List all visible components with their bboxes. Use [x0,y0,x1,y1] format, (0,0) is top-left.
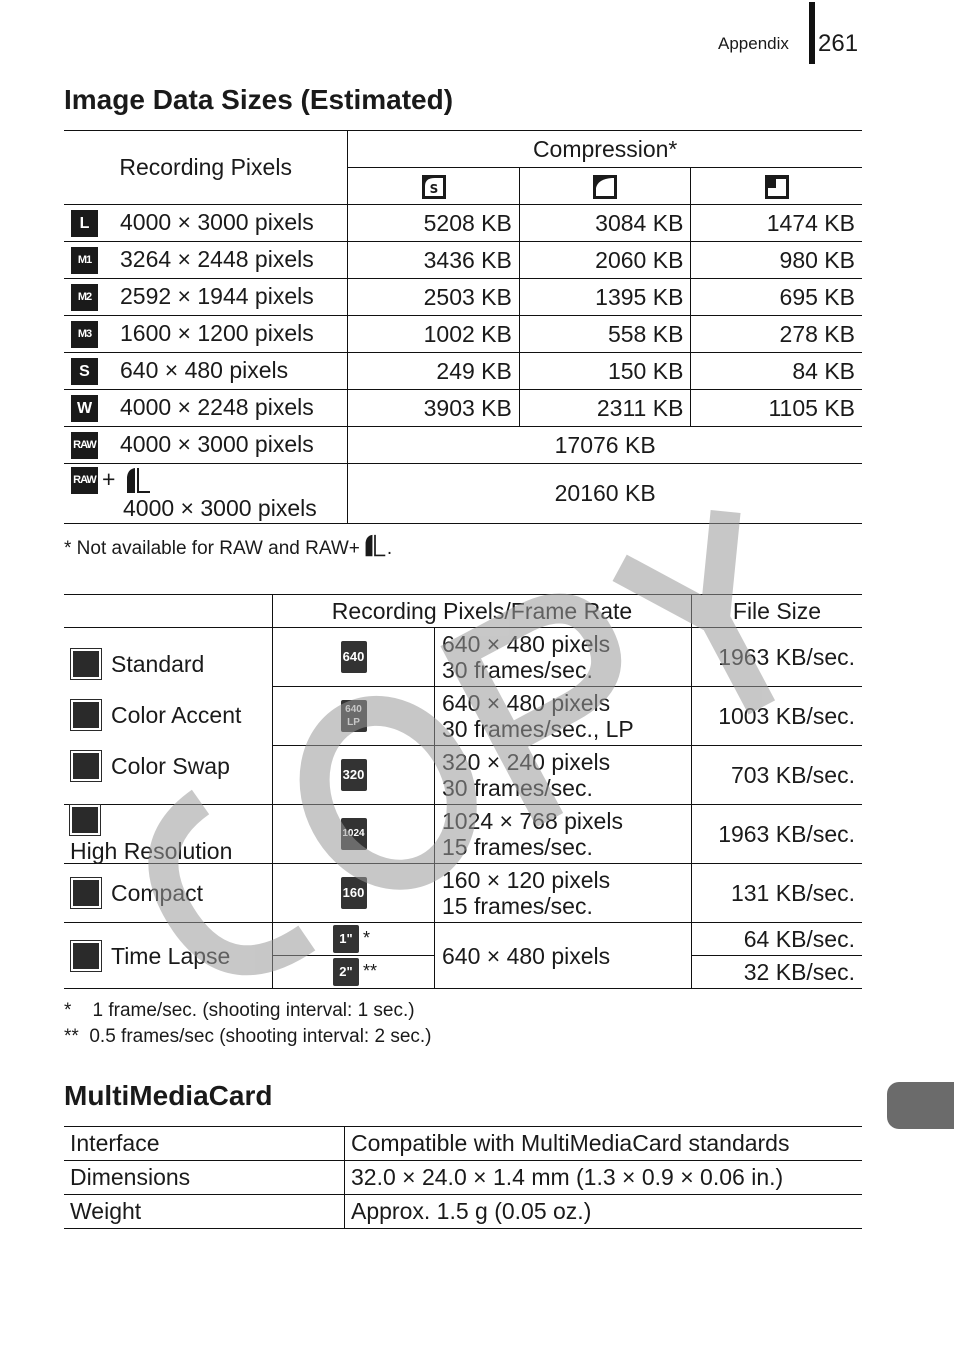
mode-standard: Standard [71,638,265,689]
pixels-value: 4000 × 3000 pixels [120,430,314,457]
spec-value: Approx. 1.5 g (0.05 oz.) [345,1195,863,1229]
size-normal: 84 KB [691,353,862,390]
footnote-raw: * Not available for RAW and RAW+ . [64,534,392,560]
mode-high-resolution: High Resolution [70,838,233,864]
size-superfine: 2503 KB [348,279,520,316]
raw-icon: RAW [71,432,98,459]
large-fine-icon [125,467,151,495]
size-medium3-icon: M3 [71,321,98,348]
superfine-icon [348,168,520,205]
table-row: 2" ** 32 KB/sec. [64,956,862,989]
chapter-tab [887,1082,954,1129]
file-size: 64 KB/sec. [692,923,863,956]
color-swap-icon [71,751,101,781]
table-row [64,242,862,279]
file-size: 32 KB/sec. [692,956,863,989]
size-superfine: 1002 KB [348,316,520,353]
table-row [64,390,862,427]
size-fine: 1395 KB [519,279,691,316]
plus-sign: + [102,466,116,493]
svg-text:S: S [429,181,438,196]
section-title-multimediacard: MultiMediaCard [64,1080,273,1111]
mode-time-lapse: Time Lapse [71,930,265,981]
page-number: 261 [818,30,859,57]
pixels-value: 4000 × 2248 pixels [120,393,314,420]
image-size-table [64,130,862,524]
section-label: Appendix [718,34,789,53]
res-320-icon: 320 [341,759,367,791]
header-divider [809,2,815,64]
table-row: 640 LP 640 × 480 pixels 30 frames/sec., LP 1003 KB/sec. [64,687,862,746]
table-row [64,316,862,353]
size-normal: 1474 KB [691,205,862,242]
table-row [64,1127,862,1161]
size-fine: 150 KB [519,353,691,390]
size-fine: 558 KB [519,316,691,353]
raw-size: 17076 KB [348,427,862,464]
spec-label: Weight [64,1195,345,1229]
col-header-filesize: File Size [692,595,863,628]
pixels-value: 4000 × 3000 pixels [120,208,314,235]
spec-label: Interface [64,1127,345,1161]
compact-icon [71,878,101,908]
size-normal: 695 KB [691,279,862,316]
pixels-value: 4000 × 3000 pixels [123,494,317,521]
table-row [64,427,862,464]
file-size: 703 KB/sec. [692,746,863,805]
table-row [64,353,862,390]
raw-jpeg-size: 20160 KB [348,464,862,524]
size-normal: 278 KB [691,316,862,353]
col-header-recording: Recording Pixels [64,131,348,205]
col-header-rate: Recording Pixels/Frame Rate [273,595,692,628]
size-fine: 2311 KB [519,390,691,427]
multimediacard-table [64,1126,862,1229]
file-size: 1963 KB/sec. [692,805,863,864]
spec-value: 32.0 × 24.0 × 1.4 mm (1.3 × 0.9 × 0.06 in.) [345,1161,863,1195]
table-row [64,1161,862,1195]
size-widescreen-icon: W [71,395,98,422]
res-1024-icon: 1024 [341,818,367,850]
size-medium2-icon: M2 [71,284,98,311]
pixels-value: 1600 × 1200 pixels [120,319,314,346]
fine-icon [519,168,691,205]
mode-color-swap: Color Swap [71,740,265,791]
pixels-value: 3264 × 2448 pixels [120,245,314,272]
table-row: Standard Color Accent Color Swap 640 640 × 480 pixels 30 frames/sec. 1963 KB/sec. [64,628,862,687]
table-row: 320 320 × 240 pixels 30 frames/sec. 703 KB/sec. [64,746,862,805]
interval-2sec-icon: 2" [333,958,359,986]
high-resolution-icon [70,805,100,835]
res-160-icon: 160 [341,877,367,909]
size-superfine: 3903 KB [348,390,520,427]
footnote-interval-2: ** 0.5 frames/sec (shooting interval: 2 sec.) [64,1026,432,1047]
spec-label: Dimensions [64,1161,345,1195]
size-small-icon: S [71,358,98,385]
size-superfine: 249 KB [348,353,520,390]
file-size: 1963 KB/sec. [692,628,863,687]
spec-value: Compatible with MultiMediaCard standards [345,1127,863,1161]
movie-size-table [64,594,862,989]
interval-1sec-icon: 1" [333,925,359,953]
table-row [64,205,862,242]
size-normal: 980 KB [691,242,862,279]
color-accent-icon [71,700,101,730]
table-row: High Resolution 1024 1024 × 768 pixels 15 frames/sec. 1963 KB/sec. [64,805,862,864]
table-row [64,1195,862,1229]
size-large-icon: L [71,210,98,237]
table-row [64,464,862,524]
size-medium1-icon: M1 [71,247,98,274]
movie-standard-icon [71,649,101,679]
size-fine: 3084 KB [519,205,691,242]
mode-color-accent: Color Accent [71,689,265,740]
time-lapse-icon [71,941,101,971]
normal-icon [691,168,862,205]
size-fine: 2060 KB [519,242,691,279]
pixels-value: 640 × 480 pixels [120,356,289,383]
footnote-interval-1: * 1 frame/sec. (shooting interval: 1 sec.) [64,1000,415,1021]
file-size: 1003 KB/sec. [692,687,863,746]
res-640-lp-icon: 640 LP [341,700,367,732]
col-header-compression: Compression* [348,131,862,168]
res-640-icon: 640 [341,641,367,673]
large-fine-icon [363,534,387,558]
size-normal: 1105 KB [691,390,862,427]
time-lapse-pixels: 640 × 480 pixels [435,923,692,989]
size-superfine: 3436 KB [348,242,520,279]
file-size: 131 KB/sec. [692,864,863,923]
size-superfine: 5208 KB [348,205,520,242]
table-row: Time Lapse 1" * 640 × 480 pixels 64 KB/sec. [64,923,862,956]
mode-compact: Compact [71,868,265,919]
table-row [64,279,862,316]
pixels-value: 2592 × 1944 pixels [120,282,314,309]
table-row: Compact 160 160 × 120 pixels 15 frames/sec. 131 KB/sec. [64,864,862,923]
section-title-image-sizes: Image Data Sizes (Estimated) [64,84,454,115]
raw-icon: RAW [71,467,98,494]
